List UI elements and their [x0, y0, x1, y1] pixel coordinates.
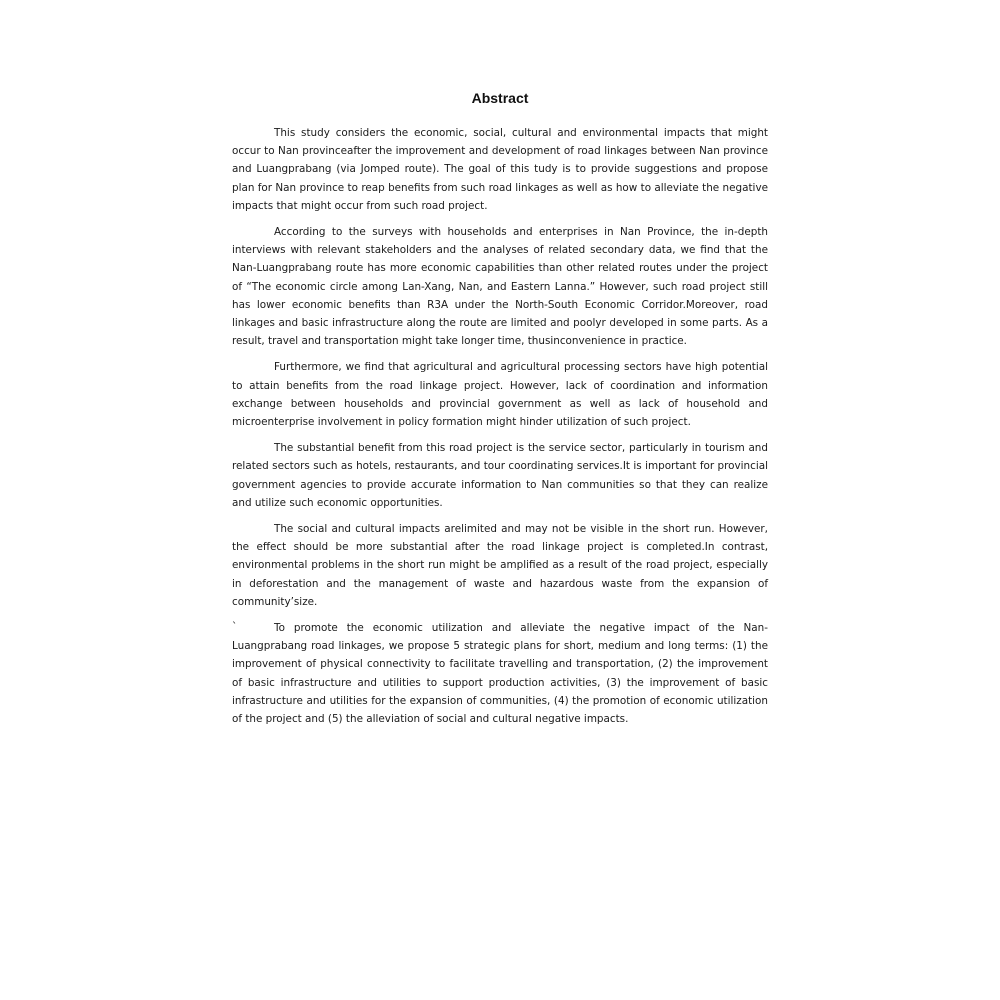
paragraph-1: This study considers the economic, social, cultural and environmental impacts that might occur to Nan provinceafter the improvement and development of road linkages between Nan province and Luangprabang (via Jomped route). The goal of this tudy is to provide suggestions and propose plan for Nan province to reap benefits from such road linkages as well as how to alleviate the negative impacts that might occur from such road project.: [232, 127, 768, 212]
paragraph-5: The social and cultural impacts arelimited and may not be visible in the short run. However, the effect should be more substantial after the road linkage project is completed.In contrast, environmental problems in the short run might be amplified as a result of the road project, especially in deforestation and the management of waste and hazardous waste from the expansion of community’size.: [232, 523, 768, 608]
paragraph-2: According to the surveys with households and enterprises in Nan Province, the in-depth interviews with relevant stakeholders and the analyses of related secondary data, we find that the Nan-Luangprabang route has more economic capabilities than other related routes under the project of “The economic circle among Lan-Xang, Nan, and Eastern Lanna.” However, such road project still has lower economic benefits than R3A under the North-South Economic Corridor.Moreover, road linkages and basic infrastructure along the route are limited and poolyr developed in some parts. As a result, travel and transportation might take longer time, thusinconvenience in practice.: [232, 226, 768, 348]
stray-backtick-mark: `: [232, 621, 238, 634]
paragraph-3: Furthermore, we find that agricultural and agricultural processing sectors have high potential to attain benefits from the road linkage project. However, lack of coordination and information exchange between households and provincial government as well as lack of household and microenterprise involvement in policy formation might hinder utilization of such project.: [232, 361, 768, 429]
paragraph-4: The substantial benefit from this road project is the service sector, particularly in tourism and related sectors such as hotels, restaurants, and tour coordinating services.It is important for provincial government agencies to provide accurate information to Nan communities so that they can realize and utilize such economic opportunities.: [232, 442, 768, 509]
abstract-title: Abstract: [471, 90, 529, 106]
paragraph-6-wrapper: [232, 619, 768, 728]
abstract-body: [232, 124, 768, 736]
paragraph-6: To promote the economic utilization and alleviate the negative impact of the Nan-Luangprabang road linkages, we propose 5 strategic plans for short, medium and long terms: (1) the improvement of physical connectivity to facilitate travelling and transportation, (2) the improvement of basic infrastructure and utilities to support production activities, (3) the improvement of basic infrastructure and utilities for the expansion of communities, (4) the promotion of economic utilization of the project and (5) the alleviation of social and cultural negative impacts.: [232, 622, 768, 726]
